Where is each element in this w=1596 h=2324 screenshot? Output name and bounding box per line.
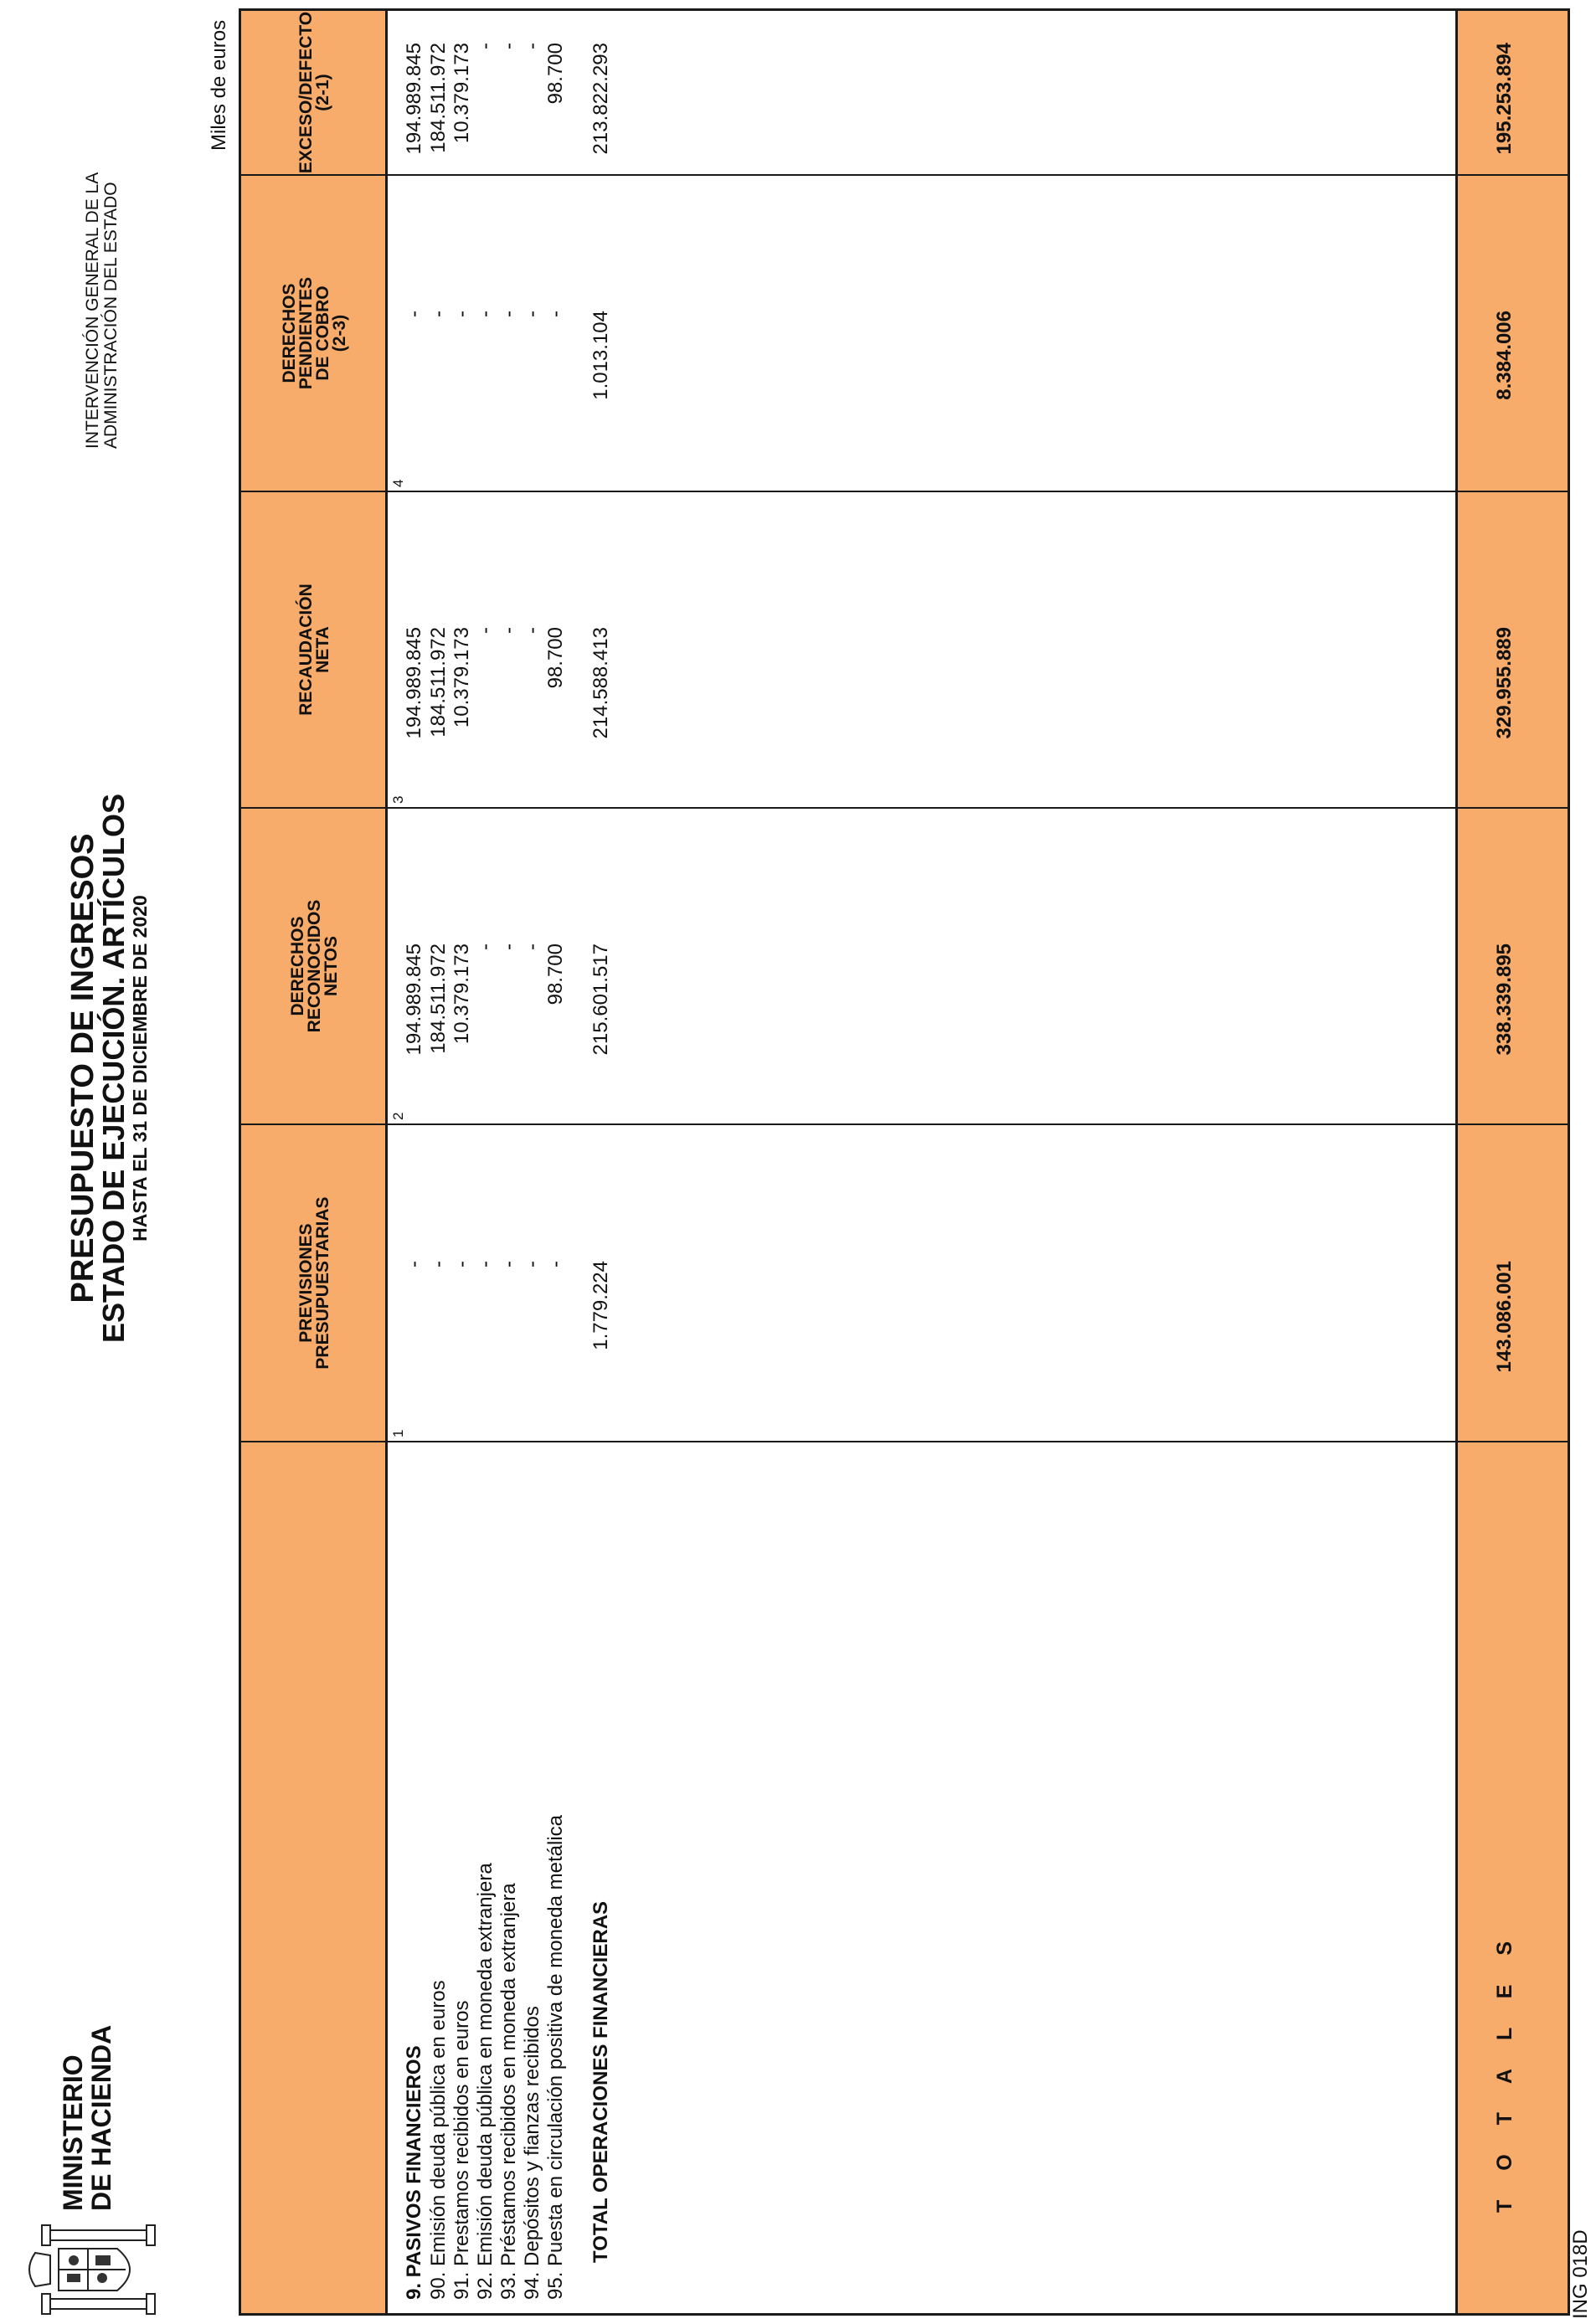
column-divider [241,807,1568,809]
totals-cell: 195.253.894 [1493,43,1516,155]
title-line-2: ESTADO DE EJECUCIÓN. ARTÍCULOS [96,793,131,1344]
totals-cell: 8.384.006 [1493,311,1516,400]
table-cell: - [403,311,425,317]
row-label: 94. Depósitos y fianzas recibidos [521,2006,543,2300]
units-label: Miles de euros [208,19,230,151]
column-header-derechos-reconocidos: DERECHOS RECONOCIDOS NETOS [287,899,341,1033]
column-divider [241,174,1568,176]
ministry-name [59,2025,116,2211]
office-line-2: ADMINISTRACIÓN DEL ESTADO [101,182,121,449]
totals-cell: 338.339.895 [1493,943,1516,1056]
column-number: 3 [390,795,406,804]
office-line-1: INTERVENCIÓN GENERAL DE LA [83,172,102,449]
totals-cell: 329.955.889 [1493,627,1516,739]
column-header-previsiones: PREVISIONES PRESUPUESTARIAS [296,1196,332,1370]
column-number: 4 [390,479,406,487]
row-label: 93. Préstamos recibidos en moneda extranjera [497,1883,520,2300]
ministry-line-2: DE HACIENDA [86,2024,116,2211]
table-cell: - [474,627,497,634]
form-code: ING 018D [1569,2229,1592,2319]
table-cell: - [521,943,543,950]
table-cell: 194.989.845 [403,627,425,739]
totals-cell: 143.086.001 [1493,1261,1516,1373]
row-label: 91. Prestamos recibidos en euros [450,2000,473,2300]
row-label: 90. Emisión deuda pública en euros [427,1980,450,2300]
table-cell: 10.379.173 [450,627,473,728]
table-cell: - [497,43,520,49]
table-cell: - [521,1261,543,1267]
subtotal-cell: 214.588.413 [589,627,612,739]
table-cell: - [450,311,473,317]
title-line-3: HASTA EL 31 DE DICIEMBRE DE 2020 [129,895,151,1242]
table-cell: - [544,311,567,317]
table-cell: - [521,311,543,317]
table-cell: - [474,943,497,950]
table-cell: - [427,1261,450,1267]
table-cell: 10.379.173 [450,943,473,1045]
table-cell: - [474,311,497,317]
subtotal-cell: 1.779.224 [589,1261,612,1350]
table-cell: - [497,943,520,950]
table-cell: - [521,43,543,49]
budget-table [239,8,1570,2316]
table-cell: 98.700 [544,43,567,105]
table-cell: - [497,1261,520,1267]
table-cell: 98.700 [544,943,567,1005]
column-header-pendientes: DERECHOS PENDIENTES DE COBRO (2-3) [279,276,349,390]
coat-of-arms-icon [25,2224,163,2316]
table-cell: - [544,1261,567,1267]
column-header-exceso: EXCESO/DEFECTO (2-1) [296,11,332,174]
table-cell: 184.511.972 [427,943,450,1054]
column-number: 2 [390,1112,406,1120]
row-label: 95. Puesta en circulación positiva de moneda metálica [544,1815,567,2300]
table-cell: 194.989.845 [403,43,425,155]
table-cell: 184.511.972 [427,43,450,153]
table-cell: - [521,627,543,634]
table-cell: - [497,627,520,634]
table-cell: 194.989.845 [403,943,425,1056]
subtotal-cell: 215.601.517 [589,943,612,1056]
table-cell: 98.700 [544,627,567,689]
table-cell: - [474,1261,497,1267]
column-divider [241,1123,1568,1125]
table-cell: 184.511.972 [427,627,450,738]
table-cell: - [450,1261,473,1267]
subtotal-cell: 1.013.104 [589,311,612,400]
column-divider [241,1441,1568,1442]
row-label: 92. Emisión deuda pública en moneda extranjera [474,1863,497,2300]
column-number: 1 [390,1429,406,1437]
row-label: 9. PASIVOS FINANCIEROS [403,2045,425,2300]
ministry-line-1: MINISTERIO [58,2054,88,2211]
table-cell: - [474,43,497,49]
table-cell: - [403,1261,425,1267]
report-title [67,566,151,1571]
totals-label: T O T A L E S [1493,1929,1516,2213]
title-line-1: PRESUPUESTO DE INGRESOS [65,833,100,1303]
table-cell: - [497,311,520,317]
column-divider [241,491,1568,492]
subtotal-cell: 213.822.293 [589,43,612,155]
table-cell: 10.379.173 [450,43,473,144]
subtotal-label: TOTAL OPERACIONES FINANCIERAS [589,1900,612,2263]
office-name [84,172,121,449]
column-header-recaudacion: RECAUDACIÓN NETA [296,584,332,716]
table-cell: - [427,311,450,317]
